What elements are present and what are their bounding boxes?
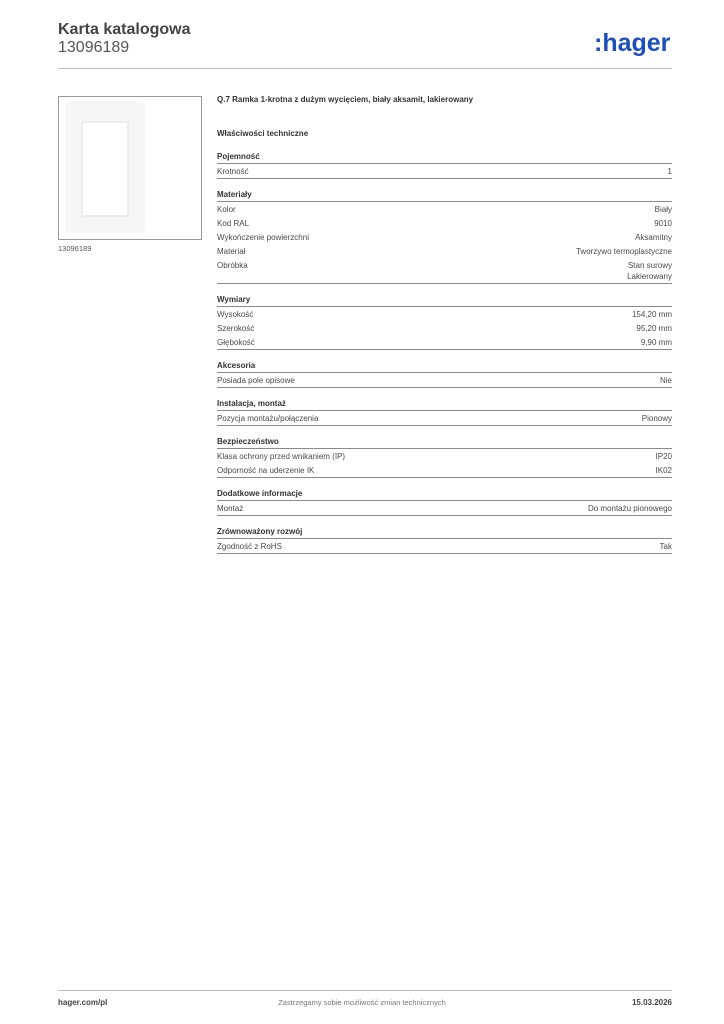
footer-website[interactable]: hager.com/pl bbox=[58, 998, 108, 1007]
section-title: Instalacja, montaż bbox=[217, 398, 672, 411]
property-value-line: Tworzywo termoplastyczne bbox=[575, 247, 672, 256]
property-value-line: Lakierowany bbox=[627, 272, 672, 281]
property-label: Obróbka bbox=[217, 261, 248, 270]
technical-properties-heading: Właściwości techniczne bbox=[217, 129, 309, 138]
property-row bbox=[217, 539, 672, 554]
property-section bbox=[217, 151, 672, 179]
property-row bbox=[217, 373, 672, 388]
footer-divider bbox=[58, 990, 672, 991]
property-label: Krotność bbox=[217, 167, 249, 176]
property-value bbox=[654, 218, 672, 229]
property-value-line: 9010 bbox=[654, 219, 672, 228]
property-label: Pozycja montażu/połączenia bbox=[217, 414, 319, 423]
property-label: Materiał bbox=[217, 247, 246, 256]
property-section bbox=[217, 189, 672, 284]
property-value-line: Do montażu pionowego bbox=[587, 504, 672, 513]
property-value bbox=[588, 503, 672, 514]
property-value-line: Tak bbox=[659, 542, 672, 551]
property-value-line: 1 bbox=[667, 167, 672, 176]
property-value-line: IP20 bbox=[655, 452, 672, 461]
property-row bbox=[217, 501, 672, 516]
property-value-line: 95,20 mm bbox=[636, 324, 672, 333]
section-title: Akcesoria bbox=[217, 360, 672, 373]
property-row bbox=[217, 202, 672, 216]
section-title: Bezpieczeństwo bbox=[217, 436, 672, 449]
property-row bbox=[217, 463, 672, 478]
property-label: Wykończenie powierzchni bbox=[217, 233, 309, 242]
property-value-line: Aksamitny bbox=[635, 233, 672, 242]
section-title: Materiały bbox=[217, 189, 672, 202]
property-section bbox=[217, 398, 672, 426]
property-value bbox=[660, 541, 672, 552]
section-title: Dodatkowe informacje bbox=[217, 488, 672, 501]
product-image-caption: 13096189 bbox=[58, 244, 92, 253]
document-code: 13096189 bbox=[58, 39, 130, 56]
property-section bbox=[217, 360, 672, 388]
property-section bbox=[217, 526, 672, 554]
property-sections bbox=[217, 151, 672, 554]
section-title: Wymiary bbox=[217, 294, 672, 307]
footer-date: 15.03.2026 bbox=[631, 998, 672, 1007]
property-row bbox=[217, 230, 672, 244]
header-divider bbox=[58, 68, 672, 69]
property-label: Posiada pole opisowe bbox=[217, 376, 295, 385]
property-value bbox=[668, 166, 672, 177]
property-label: Wysokość bbox=[217, 310, 254, 319]
property-value-line: Nie bbox=[659, 376, 672, 385]
product-description: Q.7 Ramka 1-krotna z dużym wycięciem, biały aksamit, lakierowany bbox=[217, 95, 474, 104]
hager-logo bbox=[594, 28, 674, 58]
product-image bbox=[65, 101, 145, 233]
property-section bbox=[217, 294, 672, 350]
property-section bbox=[217, 488, 672, 516]
property-label: Montaż bbox=[217, 504, 244, 513]
property-value-line: 9,90 mm bbox=[640, 338, 672, 347]
property-label: Klasa ochrony przed wnikaniem (IP) bbox=[217, 452, 346, 461]
property-row bbox=[217, 258, 672, 284]
property-label: Odporność na uderzenie IK bbox=[217, 466, 315, 475]
section-title: Zrównoważony rozwój bbox=[217, 526, 672, 539]
property-value bbox=[635, 232, 672, 243]
property-row bbox=[217, 335, 672, 350]
property-row bbox=[217, 164, 672, 179]
frame-cutout bbox=[81, 121, 129, 217]
property-value bbox=[641, 337, 672, 348]
property-value bbox=[636, 323, 672, 334]
property-value bbox=[656, 465, 672, 476]
property-row bbox=[217, 307, 672, 321]
property-value bbox=[655, 204, 672, 215]
property-label: Kolor bbox=[217, 205, 236, 214]
property-value bbox=[632, 309, 672, 320]
property-row bbox=[217, 321, 672, 335]
property-value-line: Biały bbox=[654, 205, 672, 214]
property-row bbox=[217, 411, 672, 426]
property-value bbox=[576, 246, 672, 257]
property-value bbox=[656, 451, 672, 462]
property-value-line: Pionowy bbox=[641, 414, 672, 423]
footer-notice: Zastrzegamy sobie możliwość zmian technicznych bbox=[278, 998, 446, 1007]
property-label: Głębokość bbox=[217, 338, 255, 347]
property-row bbox=[217, 449, 672, 463]
technical-sheet bbox=[217, 95, 672, 564]
property-row bbox=[217, 216, 672, 230]
property-label: Zgodność z RoHS bbox=[217, 542, 282, 551]
property-row bbox=[217, 244, 672, 258]
property-value-line: IK02 bbox=[655, 466, 672, 475]
section-title: Pojemność bbox=[217, 151, 672, 164]
property-value-line: 154,20 mm bbox=[631, 310, 672, 319]
product-image-frame bbox=[58, 96, 202, 240]
property-value bbox=[660, 375, 672, 386]
document-title: Karta katalogowa bbox=[58, 21, 191, 38]
property-value bbox=[627, 260, 672, 282]
property-value-line: Stan surowy bbox=[627, 261, 672, 270]
property-label: Szerokość bbox=[217, 324, 255, 333]
hager-logo-text: :hager bbox=[594, 29, 671, 57]
property-section bbox=[217, 436, 672, 478]
property-label: Kod RAL bbox=[217, 219, 250, 228]
property-value bbox=[642, 413, 672, 424]
